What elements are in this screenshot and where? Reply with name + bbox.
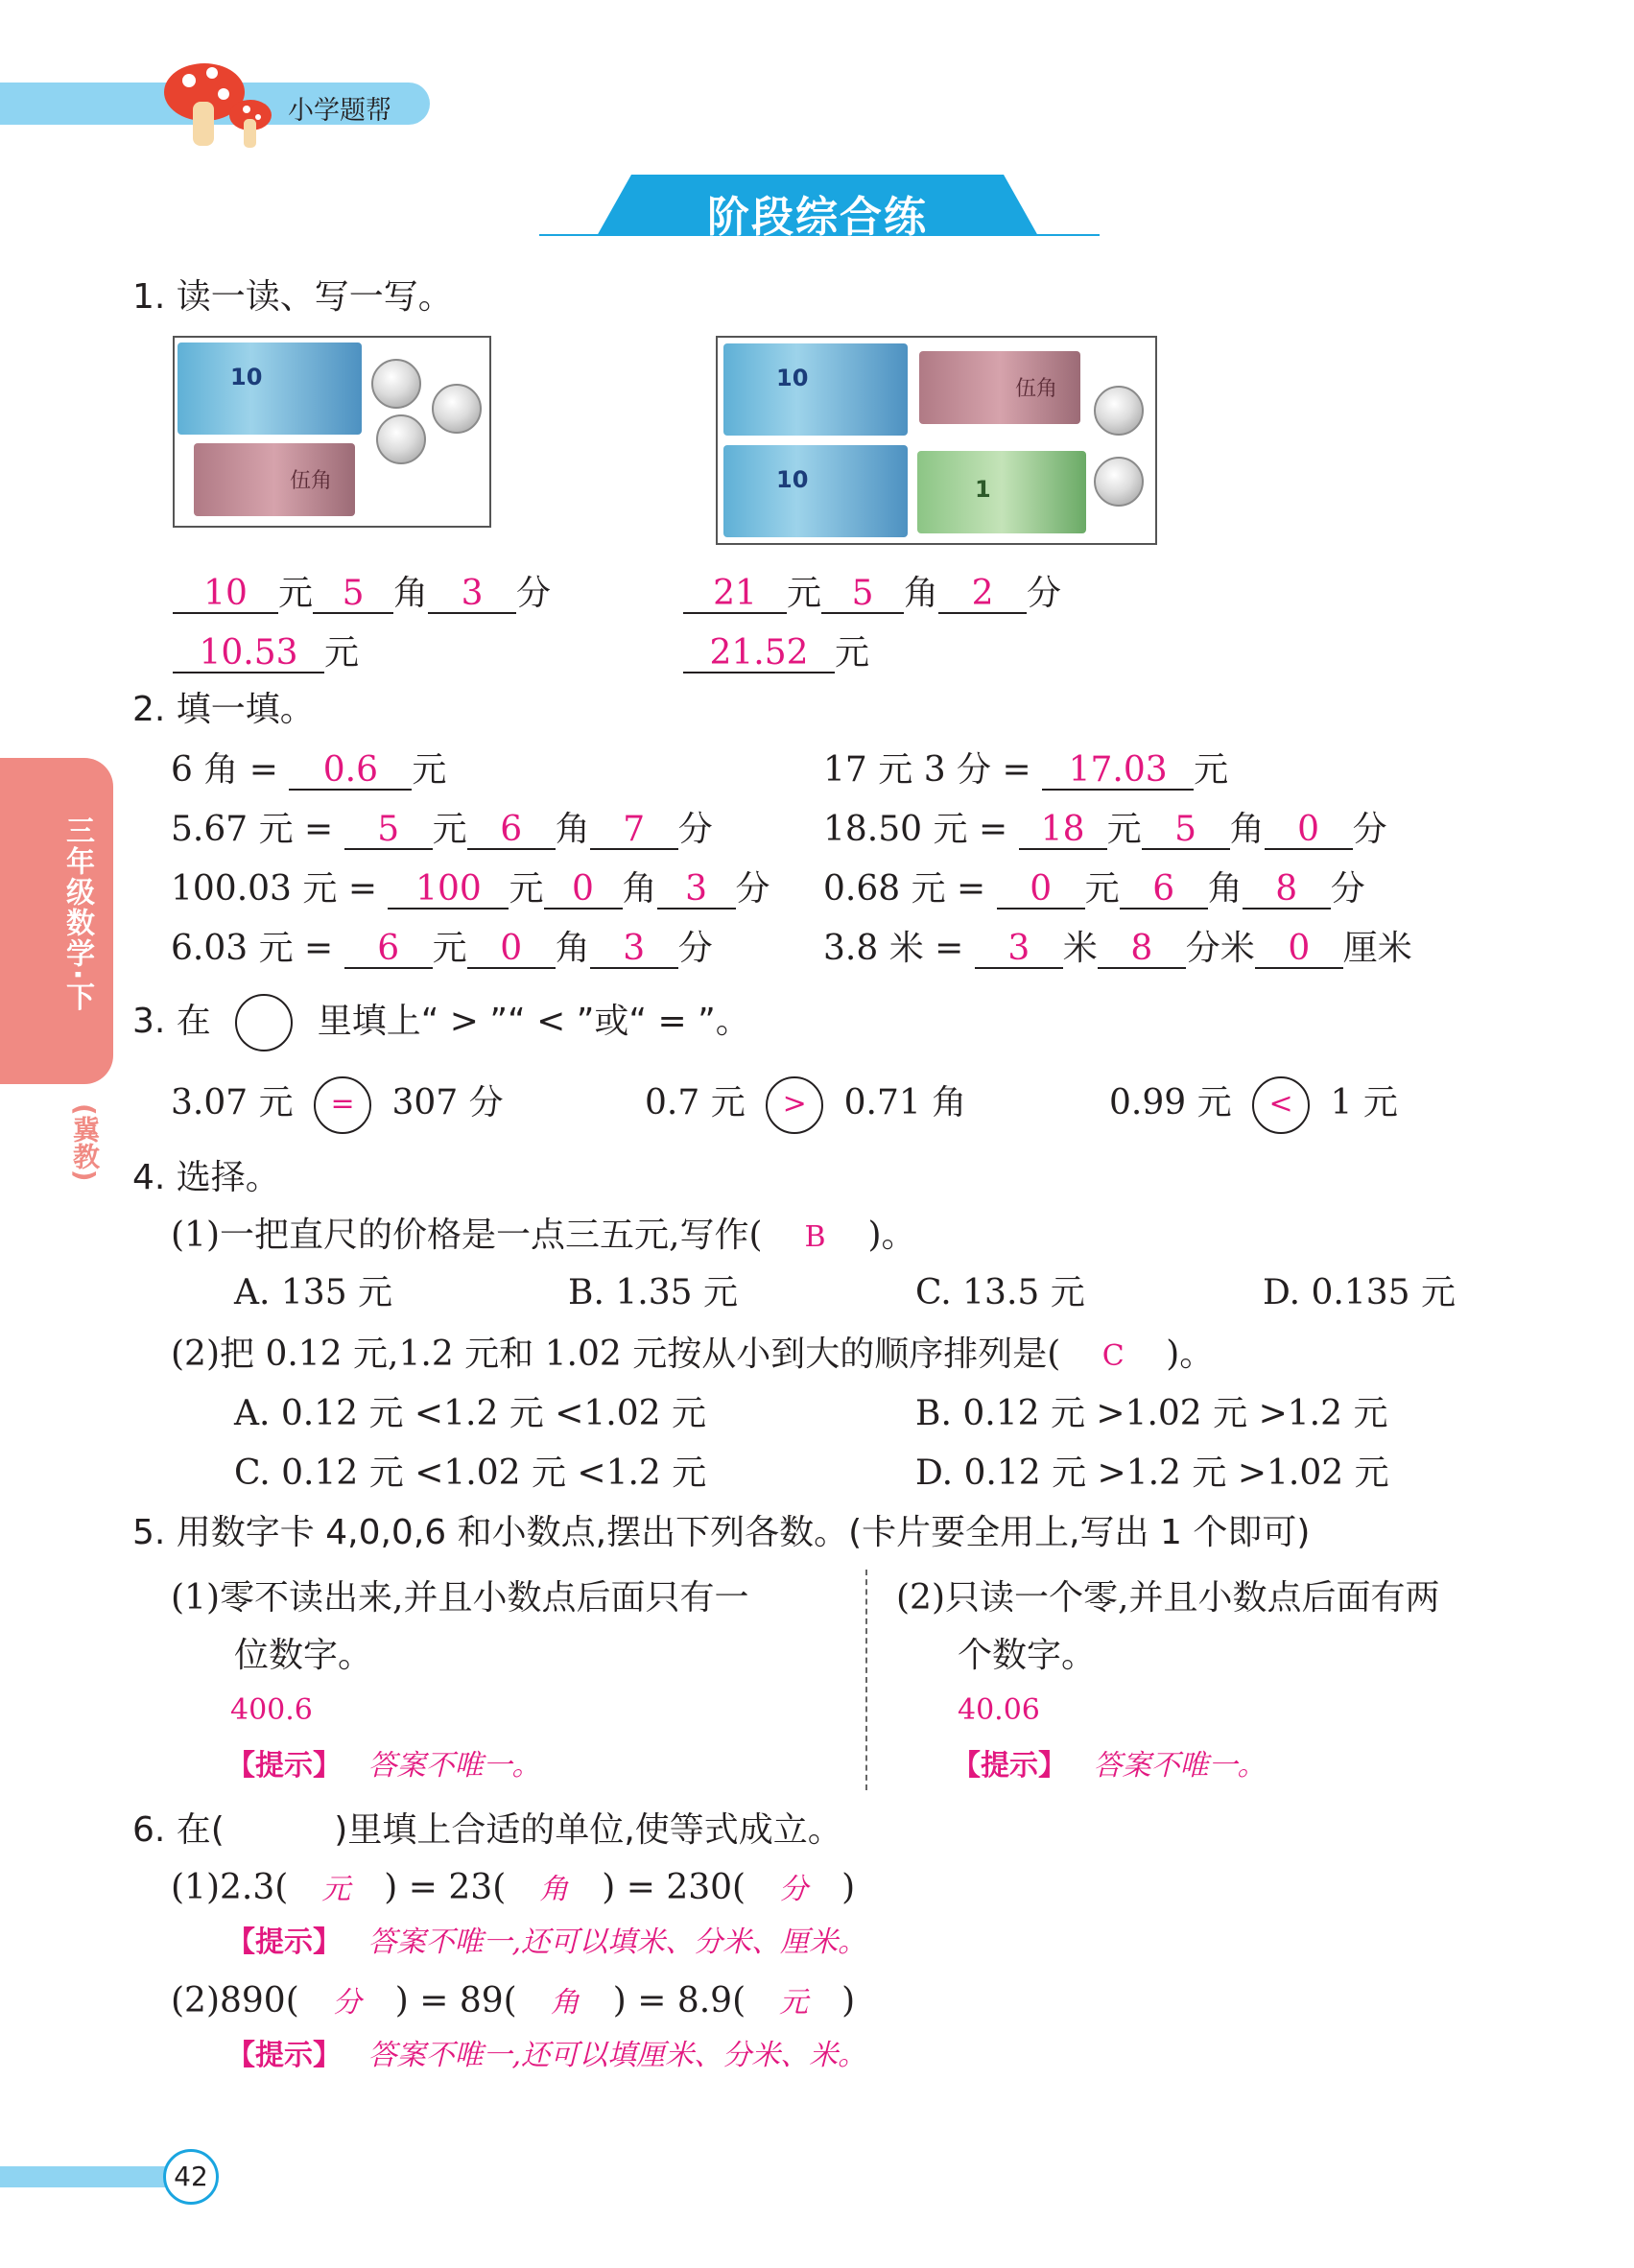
q6-p2	[171, 1981, 856, 2020]
hint-tag: 【提示】	[226, 2039, 342, 2072]
q4-title: 4. 选择。	[132, 1158, 280, 1197]
unit-label: 厘米	[1342, 929, 1412, 968]
q4-p1-option-a[interactable]: A. 135 元	[234, 1273, 393, 1312]
compare-left: 3.07 元	[171, 1083, 294, 1122]
unit-label: 元	[1194, 750, 1229, 790]
answer-blank[interactable]: 17.03	[1042, 752, 1194, 791]
q3-item-1	[171, 1076, 504, 1134]
side-tab-label: 三年级数学·下	[60, 815, 94, 1013]
q4-p2-option-a[interactable]: A. 0.12 元 <1.2 元 <1.02 元	[234, 1394, 706, 1433]
answer-blank[interactable]: 3	[428, 576, 516, 614]
q1-title: 1. 读一读、写一写。	[132, 277, 453, 317]
one-yuan-note	[917, 451, 1086, 533]
question-text: (2)把 0.12 元,1.2 元和 1.02 元按从小到大的顺序排列是(	[171, 1335, 1061, 1374]
compare-circle[interactable]: >	[766, 1076, 823, 1134]
answer-blank[interactable]: 0	[1255, 931, 1343, 969]
q5-p1-hint	[226, 1749, 541, 1783]
ten-yuan-value: 10	[776, 466, 809, 493]
unit-label: 元	[324, 633, 360, 673]
empty-circle-icon	[235, 994, 293, 1051]
unit-label: 元	[1084, 869, 1120, 909]
question-text: 100.03 元 =	[171, 869, 378, 909]
unit-answer[interactable]: 角	[539, 1873, 569, 1906]
compare-left: 0.99 元	[1109, 1083, 1232, 1122]
answer-blank[interactable]: 0	[1265, 812, 1353, 850]
hint-tag: 【提示】	[226, 1925, 342, 1959]
q6-title: 6. 在( )里填上合适的单位,使等式成立。	[132, 1810, 842, 1850]
answer-blank[interactable]: 3	[590, 931, 678, 969]
ten-yuan-value: 10	[776, 365, 809, 391]
q5-title: 5. 用数字卡 4,0,0,6 和小数点,摆出下列各数。(卡片要全用上,写出 1 个即可)	[132, 1513, 1311, 1552]
question-text: )。	[1166, 1335, 1215, 1374]
answer-blank[interactable]: 21.52	[683, 635, 835, 673]
unit-label: 元	[412, 750, 447, 790]
answer-blank[interactable]: 7	[590, 812, 678, 850]
question-text: 6 角 =	[171, 750, 278, 790]
q4-p2-option-d[interactable]: D. 0.12 元 >1.2 元 >1.02 元	[915, 1453, 1389, 1493]
unit-label: 分	[1027, 574, 1062, 613]
question-text: ) = 8.9(	[612, 1981, 746, 2020]
one-fen-coin	[1094, 386, 1144, 436]
compare-right: 1 元	[1330, 1083, 1398, 1122]
q5-p2-line1: (2)只读一个零,并且小数点后面有两	[896, 1578, 1440, 1618]
answer-blank[interactable]: 6	[344, 931, 433, 969]
unit-label: 角	[1207, 869, 1243, 909]
answer-blank[interactable]: 5	[821, 576, 904, 614]
q1-right-decimal-row	[683, 635, 869, 673]
unit-label: 分	[1352, 810, 1387, 849]
compare-circle[interactable]: =	[314, 1076, 371, 1134]
section-title: 阶段综合练	[707, 193, 928, 242]
answer-blank[interactable]: 3	[975, 931, 1063, 969]
question-text: ) = 89(	[394, 1981, 517, 2020]
answer-blank[interactable]: 10	[173, 576, 278, 614]
question-text: 0.68 元 =	[823, 869, 986, 909]
mushroom-icon	[158, 56, 283, 152]
answer-blank[interactable]: 0	[997, 871, 1085, 910]
question-text: )。	[867, 1216, 916, 1255]
question-text: (2)890(	[171, 1981, 299, 2020]
question-text: (1)一把直尺的价格是一点三五元,写作(	[171, 1216, 763, 1255]
compare-circle[interactable]: <	[1252, 1076, 1310, 1134]
q3-item-3	[1109, 1076, 1398, 1134]
answer-blank[interactable]: 21	[683, 576, 787, 614]
unit-label: 角	[555, 810, 590, 849]
unit-label: 分	[1330, 869, 1365, 909]
q4-p1-option-b[interactable]: B. 1.35 元	[568, 1273, 738, 1312]
one-fen-coin	[432, 384, 482, 434]
q4-p2	[171, 1337, 1214, 1372]
choice-answer[interactable]: B	[804, 1220, 826, 1254]
unit-answer[interactable]: 分	[779, 1873, 809, 1906]
answer-blank[interactable]: 5	[313, 576, 393, 614]
answer-blank[interactable]: 6	[467, 812, 556, 850]
q4-p1-option-d[interactable]: D. 0.135 元	[1263, 1273, 1456, 1312]
q2-row4-right	[823, 931, 1412, 969]
unit-answer[interactable]: 元	[321, 1873, 351, 1906]
unit-answer[interactable]: 分	[332, 1986, 362, 2020]
q5-p2-line2: 个数字。	[958, 1636, 1097, 1675]
q5-p1-answer[interactable]: 400.6	[230, 1693, 313, 1727]
money-box-right	[716, 336, 1157, 545]
answer-blank[interactable]: 0	[467, 931, 556, 969]
unit-label: 米	[1062, 929, 1098, 968]
choice-answer[interactable]: C	[1101, 1339, 1125, 1373]
q2-row2-left	[171, 812, 713, 850]
hint-text: 答案不唯一,还可以填厘米、分米、米。	[367, 2039, 867, 2072]
question-text: 里填上“ > ”“ < ”或“ = ”。	[317, 1002, 750, 1041]
question-text: 17 元 3 分 =	[823, 750, 1031, 790]
hint-tag: 【提示】	[226, 1749, 342, 1783]
answer-blank[interactable]: 2	[938, 576, 1027, 614]
unit-label: 元	[787, 574, 822, 613]
question-text: 6.03 元 =	[171, 929, 334, 968]
answer-blank[interactable]: 6	[1120, 871, 1208, 910]
answer-blank[interactable]: 3	[657, 871, 736, 910]
hint-text: 答案不唯一。	[367, 1749, 541, 1783]
five-jiao-note	[919, 351, 1080, 424]
unit-answer[interactable]: 角	[550, 1986, 580, 2020]
ten-yuan-note	[178, 343, 362, 435]
answer-blank[interactable]: 5	[344, 812, 433, 850]
q3-item-2	[645, 1076, 966, 1134]
question-text: 3. 在	[132, 1002, 211, 1041]
q5-divider	[865, 1570, 867, 1790]
q4-p1	[171, 1218, 916, 1253]
hint-text: 答案不唯一。	[1093, 1749, 1267, 1783]
q4-p2-option-b[interactable]: B. 0.12 元 >1.02 元 >1.2 元	[915, 1394, 1388, 1433]
q2-row2-right	[823, 812, 1387, 850]
q6-p1-hint	[226, 1925, 867, 1959]
question-text: (1)2.3(	[171, 1868, 289, 1907]
answer-blank[interactable]: 0	[544, 871, 623, 910]
question-text: 18.50 元 =	[823, 810, 1008, 849]
question-text: ) = 23(	[384, 1868, 507, 1907]
question-text: 5.67 元 =	[171, 810, 334, 849]
compare-right: 0.71 角	[843, 1083, 967, 1122]
unit-label: 分	[677, 929, 713, 968]
q2-row4-left	[171, 931, 713, 969]
question-text: 3.8 米 =	[823, 929, 964, 968]
unit-answer[interactable]: 元	[779, 1986, 809, 2020]
five-jiao-value: 伍角	[1015, 377, 1058, 401]
one-fen-coin	[371, 359, 421, 409]
answer-blank[interactable]: 100	[388, 871, 509, 910]
q5-p1-line2: 位数字。	[234, 1636, 373, 1675]
q4-p1-option-c[interactable]: C. 13.5 元	[915, 1273, 1085, 1312]
unit-label: 元	[1106, 810, 1142, 849]
answer-blank[interactable]: 18	[1019, 812, 1107, 850]
unit-label: 元	[432, 929, 467, 968]
answer-blank[interactable]: 8	[1098, 931, 1186, 969]
unit-label: 元	[432, 810, 467, 849]
unit-label: 分	[735, 869, 770, 909]
hint-text: 答案不唯一,还可以填米、分米、厘米。	[367, 1925, 867, 1959]
q6-p1	[171, 1868, 856, 1907]
one-yuan-value: 1	[975, 476, 991, 503]
q6-p2-hint	[226, 2039, 867, 2072]
five-jiao-value: 伍角	[290, 469, 333, 493]
side-tab-sub: (冀教)	[69, 1103, 101, 1182]
unit-label: 分	[516, 574, 552, 613]
money-box-left	[173, 336, 491, 528]
answer-blank[interactable]: 5	[1142, 812, 1230, 850]
unit-label: 分米	[1185, 929, 1255, 968]
unit-label: 元	[509, 869, 544, 909]
question-text: ) = 230(	[602, 1868, 746, 1907]
q2-row1-left	[171, 752, 446, 791]
hint-tag: 【提示】	[952, 1749, 1067, 1783]
q2-row3-right	[823, 871, 1365, 910]
answer-blank[interactable]: 8	[1243, 871, 1331, 910]
question-text: )	[841, 1981, 856, 2020]
q5-p1-line1: (1)零不读出来,并且小数点后面只有一	[171, 1578, 749, 1618]
unit-label: 角	[555, 929, 590, 968]
q2-row1-right	[823, 752, 1228, 791]
compare-left: 0.7 元	[645, 1083, 746, 1122]
unit-label: 元	[278, 574, 314, 613]
q1-right-answer-row	[683, 576, 1061, 614]
q2-row3-left	[171, 871, 770, 910]
question-text: )	[841, 1868, 856, 1907]
unit-label: 角	[622, 869, 657, 909]
q2-title: 2. 填一填。	[132, 690, 315, 729]
ten-yuan-note	[723, 445, 908, 537]
q3-title	[132, 994, 750, 1051]
q4-p2-option-c[interactable]: C. 0.12 元 <1.02 元 <1.2 元	[234, 1453, 707, 1493]
five-jiao-note	[194, 443, 355, 516]
footer-band	[0, 2166, 173, 2187]
unit-label: 分	[677, 810, 713, 849]
answer-blank[interactable]: 10.53	[173, 635, 324, 673]
ten-yuan-note	[723, 343, 908, 436]
unit-label: 元	[835, 633, 870, 673]
page-number: 42	[163, 2149, 219, 2205]
one-fen-coin	[376, 414, 426, 464]
one-fen-coin	[1094, 457, 1144, 507]
answer-blank[interactable]: 0.6	[289, 752, 412, 791]
ten-yuan-value: 10	[230, 364, 263, 390]
unit-label: 角	[1229, 810, 1265, 849]
unit-label: 角	[904, 574, 939, 613]
q5-p2-answer[interactable]: 40.06	[958, 1693, 1040, 1727]
q5-p2-hint	[952, 1749, 1267, 1783]
compare-right: 307 分	[391, 1083, 504, 1122]
unit-label: 角	[393, 574, 429, 613]
q1-left-decimal-row	[173, 635, 359, 673]
brand-label: 小学题帮	[288, 96, 391, 126]
q1-left-answer-row	[173, 576, 551, 614]
